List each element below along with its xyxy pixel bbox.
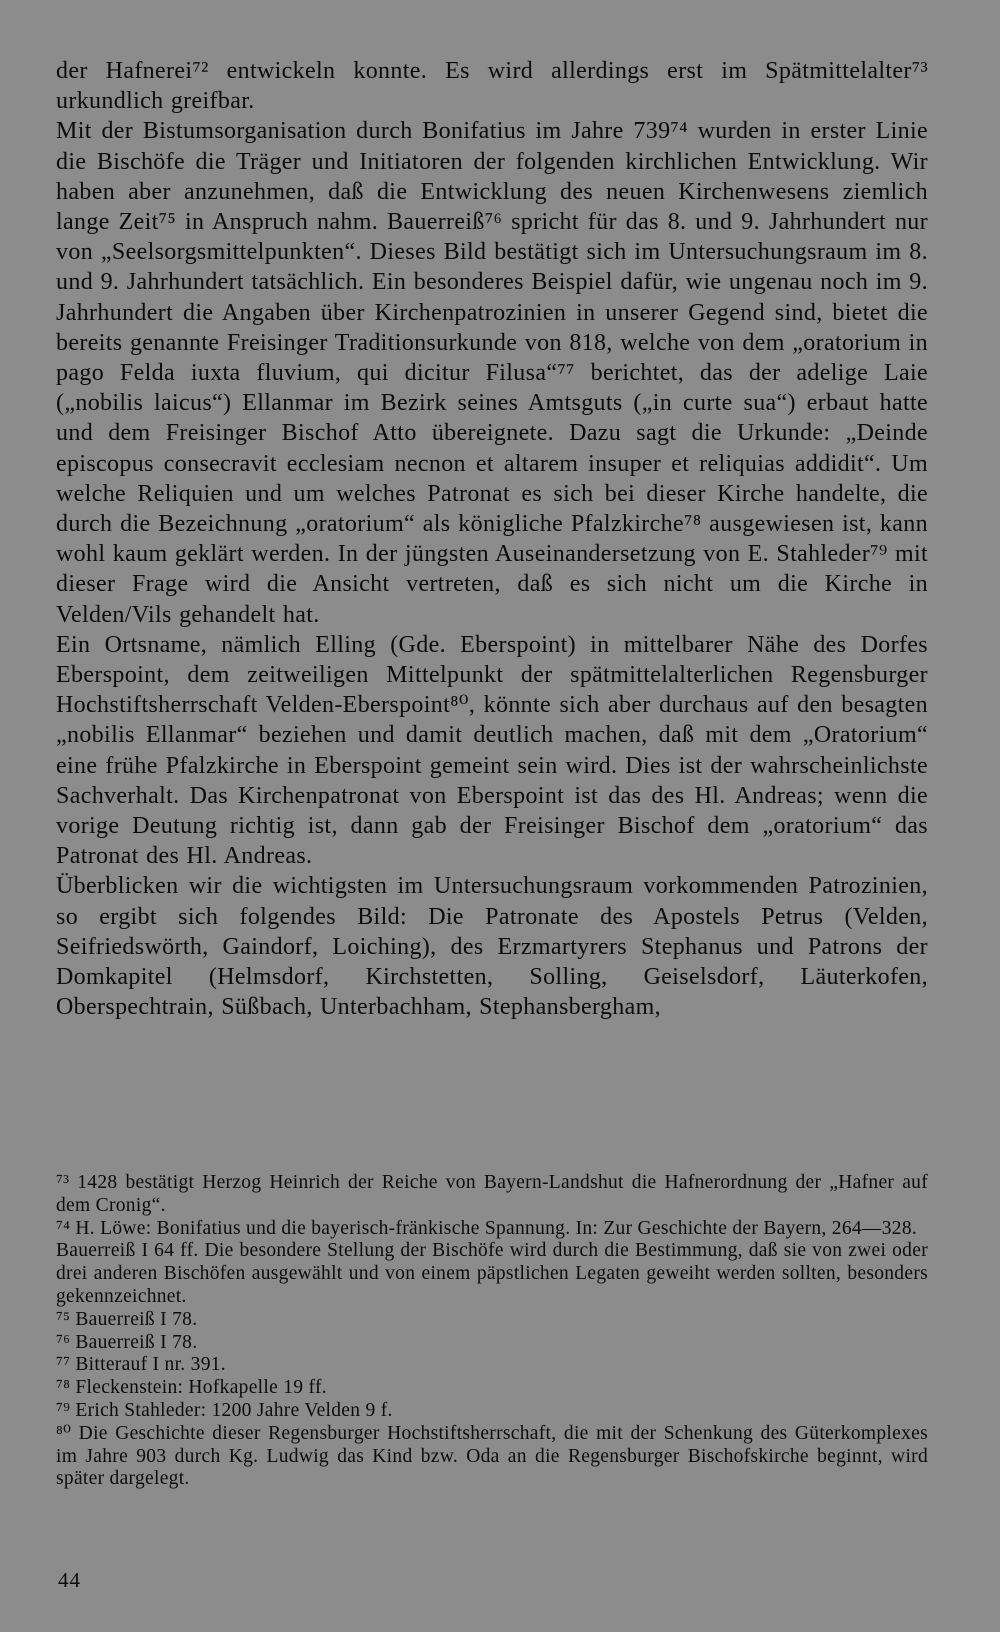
footnote: ⁷⁴ H. Löwe: Bonifatius und die bayerisch-fränkische Spannung. In: Zur Geschichte der Bayern, 264—328. — [56, 1217, 918, 1239]
footnote: ⁷⁸ Fleckenstein: Hofkapelle 19 ff. — [56, 1377, 327, 1399]
page-number: 44 — [58, 1568, 81, 1592]
paragraph: Mit der Bistumsorganisation durch Bonifatius im Jahre 739⁷⁴ wurden in erster Linie die Bischöfe die Träger und Initiatoren der folgenden kirchlichen Entwicklung. Wir haben aber anzunehmen, daß die Entwicklung des neuen Kirchenwesens ziemlich lange Zeit⁷⁵ in Anspruch nahm. Bauerreiß⁷⁶ spricht für das 8. und 9. Jahrhundert nur von „Seelsorgsmittelpunkten“. Dieses Bild bestätigt sich im Untersuchungsraum im 8. und 9. Jahrhundert tatsächlich. Ein besonderes Beispiel dafür, wie ungenau noch im 9. Jahrhundert die Angaben über Kirchenpatrozinien in unserer Gegend sind, bietet die bereits genannte Freisinger Traditionsurkunde von 818, welche von dem „oratorium in pago Felda iuxta fluvium, qui dicitur Filusa“⁷⁷ berichtet, das der adelige Laie („nobilis laicus“) Ellanmar im Bezirk seines Amtsguts („in curte sua“) erbaut hatte und dem Freisinger Bischof Atto übereignete. Dazu sagt die Urkunde: „Deinde episcopus consecravit ecclesiam necnon et altarem insuper et reliquias addidit“. Um welche Reliquien und um welches Patronat es sich bei dieser Kirche handelte, die durch die Bezeichnung „oratorium“ als königliche Pfalzkirche⁷⁸ ausgewiesen ist, kann wohl kaum geklärt werden. In der jüngsten Auseinandersetzung von E. Stahleder⁷⁹ mit dieser Frage wird die Ansicht vertreten, daß es sich nicht um die Kirche in Velden/Vils gehandelt hat. — [56, 118, 928, 628]
footnotes — [56, 1172, 928, 1491]
paragraph: der Hafnerei⁷² entwickeln konnte. Es wird allerdings erst im Spätmittelalter⁷³ urkundlich greifbar. — [56, 58, 928, 115]
footnote: ⁷⁵ Bauerreiß I 78. — [56, 1308, 198, 1330]
footnote: ⁷³ 1428 bestätigt Herzog Heinrich der Reiche von Bayern-Landshut die Hafnerordnung der „Hafner auf dem Cronig“. — [56, 1172, 928, 1216]
footnote: ⁷⁷ Bitterauf I nr. 391. — [56, 1354, 226, 1376]
paragraph: Überblicken wir die wichtigsten im Untersuchungsraum vorkommenden Patrozinien, so ergibt sich folgendes Bild: Die Patronate des Apostels Petrus (Velden, Seifriedswörth, Gaindorf, Loiching), des Erzmartyrers Stephanus und Patrons der Domkapitel (Helmsdorf, Kirchstetten, Solling, Geiselsdorf, Läuterkofen, Oberspechtrain, Süßbach, Unterbachham, Stephansbergham, — [56, 873, 928, 1021]
footnote: ⁷⁹ Erich Stahleder: 1200 Jahre Velden 9 f. — [56, 1399, 393, 1421]
footnote: Bauerreiß I 64 ff. Die besondere Stellung der Bischöfe wird durch die Bestimmung, daß sie von zwei oder drei anderen Bischöfen ausgewählt und von einem päpstlichen Legaten geweiht werden sollten, besonders gekennzeichnet. — [56, 1240, 928, 1307]
footnote: ⁷⁶ Bauerreiß I 78. — [56, 1331, 198, 1353]
footnote: ⁸⁰ Die Geschichte dieser Regensburger Hochstiftsherrschaft, die mit der Schenkung des Güterkomplexes im Jahre 903 durch Kg. Ludwig das Kind bzw. Oda an die Regensburger Bischofskirche beginnt, wird später dargelegt. — [56, 1422, 928, 1490]
paragraph: Ein Ortsname, nämlich Elling (Gde. Eberspoint) in mittelbarer Nähe des Dorfes Eberspoint, dem zeitweiligen Mittelpunkt der spätmittelalterlichen Regensburger Hochstiftsherrschaft Velden-Eberspoint⁸⁰, könnte sich aber durchaus auf den besagten „nobilis Ellanmar“ beziehen und damit deutlich machen, daß mit dem „Oratorium“ eine frühe Pfalzkirche in Eberspoint gemeint sein wird. Dies ist der wahrscheinlichste Sachverhalt. Das Kirchenpatronat von Eberspoint ist das des Hl. Andreas; wenn die vorige Deutung richtig ist, dann gab der Freisinger Bischof dem „oratorium“ das Patronat des Hl. Andreas. — [56, 631, 928, 870]
main-text — [56, 56, 928, 1023]
